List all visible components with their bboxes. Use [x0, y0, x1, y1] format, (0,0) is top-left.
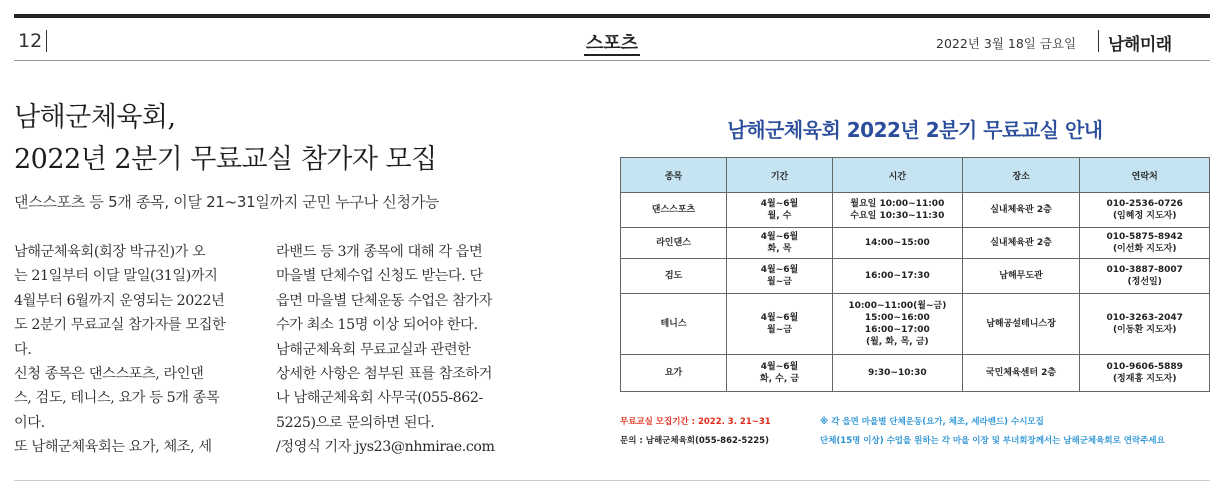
period-cell: 4월~6월 월~금 [727, 294, 833, 355]
table-row [621, 259, 1210, 294]
body-line: 나 남해군체육회 사무국(055-862- [276, 390, 483, 407]
column-header: 종목 [621, 158, 727, 193]
headline-line: 2022년 2분기 무료교실 참가자 모집 [14, 144, 437, 175]
table-row [621, 228, 1210, 259]
time-cell: 14:00~15:00 [833, 228, 963, 259]
sport-cell: 요가 [621, 355, 727, 392]
body-line: 5225)으로 문의하면 된다. [276, 414, 435, 431]
group-note-detail: 단체(15명 이상) 수업을 원하는 각 마을 이장 및 부녀회장께서는 남해군체육회로 연락주세요 [820, 436, 1165, 446]
period-cell: 4월~6월 월~금 [727, 259, 833, 294]
table-row [621, 294, 1210, 355]
body-line: 수가 최소 15명 이상 되어야 한다. [276, 317, 478, 334]
body-line: 신청 종목은 댄스스포츠, 라인댄 [14, 366, 204, 383]
period-cell: 4월~6월 월, 수 [727, 193, 833, 228]
recruitment-period: 무료교실 모집기간 : 2022. 3. 21~31 [620, 417, 771, 427]
column-header: 시간 [833, 158, 963, 193]
body-line: 다. [14, 341, 32, 358]
time-cell: 16:00~17:30 [833, 259, 963, 294]
inquiry-contact: 문의 : 남해군체육회(055-862-5225) [620, 436, 769, 446]
page-number: 12 [18, 30, 43, 52]
period-cell: 4월~6월 화, 목 [727, 228, 833, 259]
section-label: 스포츠 [585, 33, 639, 54]
sport-cell: 댄스스포츠 [621, 193, 727, 228]
place-cell: 남해무도관 [962, 259, 1080, 294]
place-cell: 남해공설테니스장 [962, 294, 1080, 355]
contact-cell: 010-3263-2047 (이동환 지도자) [1080, 294, 1210, 355]
contact-cell: 010-9606-5889 (정재홍 지도자) [1080, 355, 1210, 392]
column-header: 기간 [727, 158, 833, 193]
infographic-title: 남해군체육회 2022년 2분기 무료교실 안내 [727, 118, 1103, 142]
place-cell: 실내체육관 2층 [962, 228, 1080, 259]
place-cell: 국민체육센터 2층 [962, 355, 1080, 392]
body-line: 스, 검도, 테니스, 요가 등 5개 종목 [14, 390, 220, 407]
sport-cell: 검도 [621, 259, 727, 294]
body-line: 마을별 단체수업 신청도 받는다. 단 [276, 268, 483, 285]
byline: /정영식 기자 jys23@nhmirae.com [276, 439, 495, 456]
table-row [621, 193, 1210, 228]
body-line: 읍면 마을별 단체운동 수업은 참가자 [276, 292, 493, 309]
top-rule [14, 14, 1210, 18]
place-cell: 실내체육관 2층 [962, 193, 1080, 228]
body-line: 남해군체육회 무료교실과 관련한 [276, 341, 471, 358]
header-rule [14, 60, 1210, 61]
body-line: 또 남해군체육회는 요가, 체조, 세 [14, 439, 212, 456]
time-cell: 9:30~10:30 [833, 355, 963, 392]
subheadline: 댄스스포츠 등 5개 종목, 이달 21~31일까지 군민 누구나 신청가능 [14, 193, 440, 211]
bottom-rule [14, 480, 1210, 481]
article-column-1 [14, 240, 260, 460]
table-header-row [621, 158, 1210, 193]
body-line: 라밴드 등 3개 종목에 대해 각 읍면 [276, 244, 483, 260]
contact-cell: 010-5875-8942 (이선화 지도자) [1080, 228, 1210, 259]
body-line: 상세한 사항은 첨부된 표를 참조하거 [276, 366, 493, 383]
body-line: 4월부터 6월까지 운영되는 2022년 [14, 292, 225, 309]
body-line: 는 21일부터 이달 말일(31일)까지 [14, 268, 218, 285]
article-column-2 [276, 240, 524, 460]
column-header: 장소 [962, 158, 1080, 193]
headline [14, 97, 437, 181]
period-cell: 4월~6월 화, 수, 금 [727, 355, 833, 392]
headline-line: 남해군체육회, [14, 102, 176, 133]
table-row [621, 355, 1210, 392]
column-header: 연락처 [1080, 158, 1210, 193]
group-note: ※ 각 읍면 마을별 단체운동(요가, 체조, 세라밴드) 수시모집 [820, 417, 1044, 427]
time-cell: 월요일 10:00~11:00 수요일 10:30~11:30 [833, 193, 963, 228]
body-line: 도 2분기 무료교실 참가자를 모집한 [14, 317, 226, 334]
time-cell: 10:00~11:00(월~금) 15:00~16:00 16:00~17:00 (월, 화, 목, 금) [833, 294, 963, 355]
masthead: 남해미래 [1108, 35, 1172, 55]
issue-date: 2022년 3월 18일 금요일 [936, 36, 1077, 51]
sport-cell: 라인댄스 [621, 228, 727, 259]
body-line: 남해군체육회(회장 박규진)가 오 [14, 244, 206, 260]
sport-cell: 테니스 [621, 294, 727, 355]
schedule-table [620, 157, 1210, 392]
divider [1098, 30, 1099, 52]
body-line: 이다. [14, 414, 45, 431]
contact-cell: 010-2536-0726 (임혜정 지도자) [1080, 193, 1210, 228]
contact-cell: 010-3887-8007 (정선일) [1080, 259, 1210, 294]
